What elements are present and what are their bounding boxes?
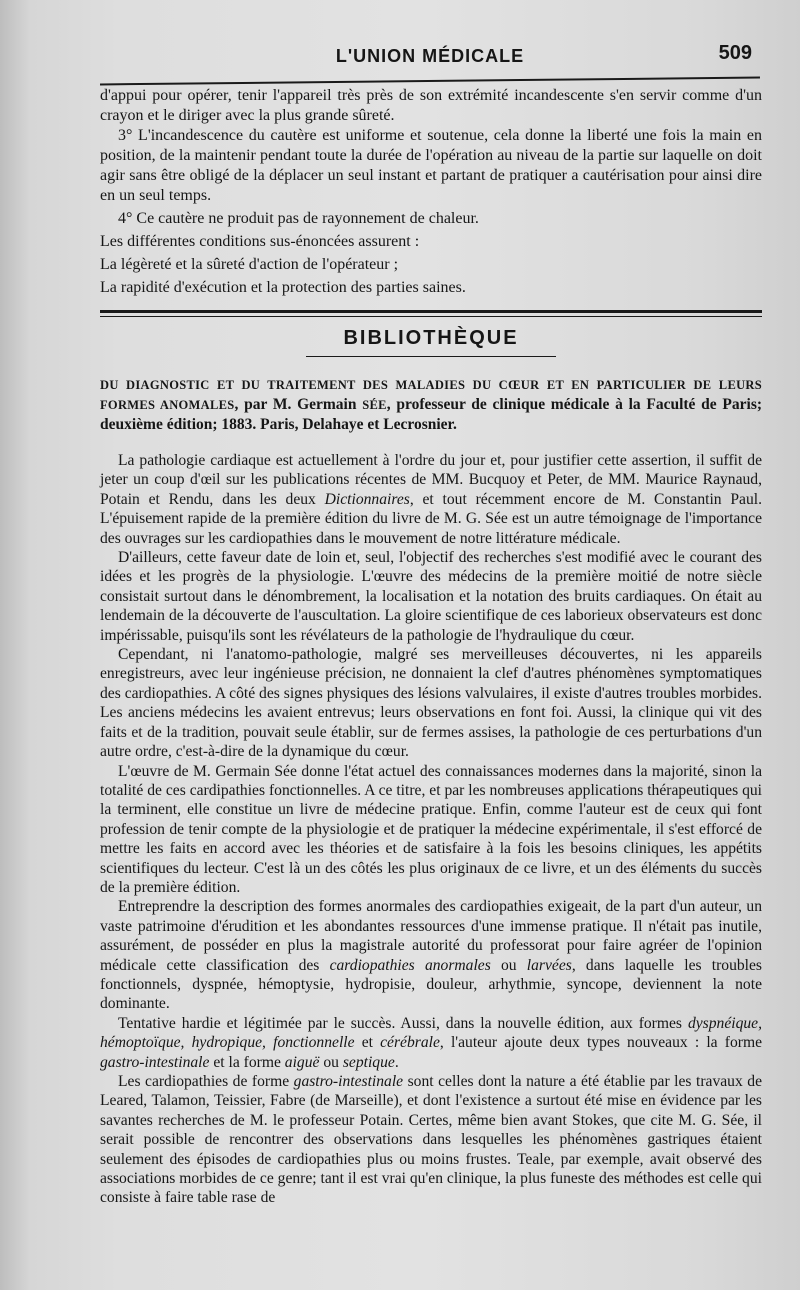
header-rule [100, 77, 760, 86]
paragraph: La pathologie cardiaque est actuellement à l'ordre du jour et, pour justifier cette assertion, il suffit de jeter un coup d'œil sur les publications récentes de MM. Bucquoy et Peter, de MM. Maurice Raynaud, Potain et Rendu, dans les deux Dictionnaires, et tout récemment encore de M. Constantin Paul. L'épuisement rapide de la première édition du livre de M. G. Sée est un autre témoignage de l'importance des ouvrages sur les cardiopathies dans le mouvement de notre littérature médicale. [100, 452, 763, 547]
book-reference: DU DIAGNOSTIC ET DU TRAITEMENT DES MALADIES DU CŒUR ET EN PARTICULIER DE LEURS FORMES ANOMALES, par M. Germain SÉE, professeur de clinique médicale à la Faculté de Paris; deuxième édition; 1883. Paris, Delahaye et Lecrosnier. [100, 378, 763, 433]
paragraph: La légèreté et la sûreté d'action de l'opérateur ; [100, 256, 399, 273]
previous-article-end [100, 86, 762, 298]
paragraph: Tentative hardie et légitimée par le succès. Aussi, dans la nouvelle édition, aux formes dyspnéique, hémoptoïque, hydropique, fonctionnelle et cérébrale, l'auteur ajoute deux types nouveaux : la forme gastro-intestinale et la forme aiguë ou septique. [100, 1014, 762, 1071]
paragraph: 3° L'incandescence du cautère est uniforme et soutenue, cela donne la liberté une fois la main en position, de la maintenir pendant toute la durée de l'opération au niveau de la partie sur laquelle on doit agir sans être obligé de la déplacer un seul instant et partant de pratiquer a cautérisation pour ainsi dire en un seul temps. [100, 127, 762, 204]
running-title: L'UNION MÉDICALE [335, 46, 525, 66]
paragraph: 4° Ce cautère ne produit pas de rayonnement de chaleur. [118, 210, 479, 227]
section-title: BIBLIOTHÈQUE [343, 327, 519, 349]
paragraph: Les cardiopathies de forme gastro-intestinale sont celles dont la nature a été établie par les travaux de Leared, Talamon, Teissier, Fabre (de Marseille), et dont l'existence a surtout été mise en évidence par les savantes recherches de M. le professeur Potain. Certes, même bien avant Stokes, que cite M. G. Sée, il serait possible de rencontrer des observations dans lesquelles les phénomènes gastriques étaient seulement des épisodes de cardiopathies plus ou moins frustes. Teale, par exemple, avait observé des associations morbides de ce genre; tant il est vrai qu'en clinique, la plus funeste des méthodes est celle qui consiste à faire table rase de [100, 1073, 762, 1207]
paragraph: Entreprendre la description des formes anormales des cardiopathies exigeait, de la part d'un auteur, un vaste patrimoine d'érudition et les abondantes ressources d'une immense pratique. Il n'était pas inutile, assurément, de posséder en plus la magistrale autorité du professorat pour faire agréer de l'opinion médicale cette classification des cardiopathies anormales ou larvées, dans laquelle les troubles fonctionnels, dyspnée, hémoptysie, hydropisie, douleur, arhythmie, syncope, deviennent la note dominante. [100, 898, 763, 1013]
paragraph: d'appui pour opérer, tenir l'appareil très près de son extrémité incandescente s'en servir comme d'un crayon et le diriger avec la plus grande sûreté. [100, 87, 762, 124]
title-underline [306, 356, 556, 357]
page-header [80, 40, 780, 76]
book-title: DU DIAGNOSTIC ET DU TRAITEMENT DES MALADIES DU CŒUR ET EN PARTICULIER DE LEURS FORMES ANOMALES [100, 378, 762, 412]
paragraph: Les différentes conditions sus-énoncées assurent : [100, 233, 420, 250]
paragraph: L'œuvre de M. Germain Sée donne l'état actuel des connaissances modernes dans la majorité, sinon la totalité de ces cardipathies fonctionnelles. A ce titre, et par les nombreuses applications thérapeutiques qui la terminent, elle constitue un livre de médecine pratique. Enfin, comme l'auteur est de ceux qui font profession de tenir compte de la physiologie et de pratiquer la médecine expérimentale, il s'est efforcé de mettre les faits en accord avec les théories et de satisfaire à la fois les besoins cliniques, les appétits scientifiques du lecteur. C'est là un des côtés les plus originaux de ce livre, et un des éléments du succès de la première édition. [100, 762, 762, 896]
paragraph: La rapidité d'exécution et la protection des parties saines. [100, 279, 466, 296]
section-divider [100, 310, 762, 317]
review-body [100, 451, 762, 1208]
page-content [100, 86, 762, 1208]
book-author: SÉE [362, 398, 387, 412]
paragraph: Cependant, ni l'anatomo-pathologie, malgré ses merveilleuses découvertes, ni les appareils enregistreurs, avec leur ingénieuse précision, ne donnaient la clef d'autres phénomènes symptomatiques des cardiopathies. A côté des signes physiques des lésions valvulaires, il existe d'autres troubles morbides. Les anciens médecins les avaient entrevus; leurs observations en font foi. Aussi, la clinique qui vit des faits et de la tradition, pouvait seule établir, sur de fermes assises, la pathologie de ces perturbations d'un autre ordre, c'est-à-dire de la dynamique du cœur. [100, 646, 762, 761]
paragraph: D'ailleurs, cette faveur date de loin et, seul, l'objectif des recherches s'est modifié avec le courant des idées et les progrès de la physiologie. L'œuvre des médecins de la première moitié de notre siècle consistait surtout dans le dénombrement, la localisation et la notation des bruits cardiaques. On était au lendemain de la découverte de l'auscultation. La gloire scientifique de ces laborieux observateurs est donc impérissable, puisqu'ils sont les révélateurs de la pathologie de l'hydraulique du cœur. [100, 549, 762, 644]
page-number: 509 [718, 42, 752, 64]
